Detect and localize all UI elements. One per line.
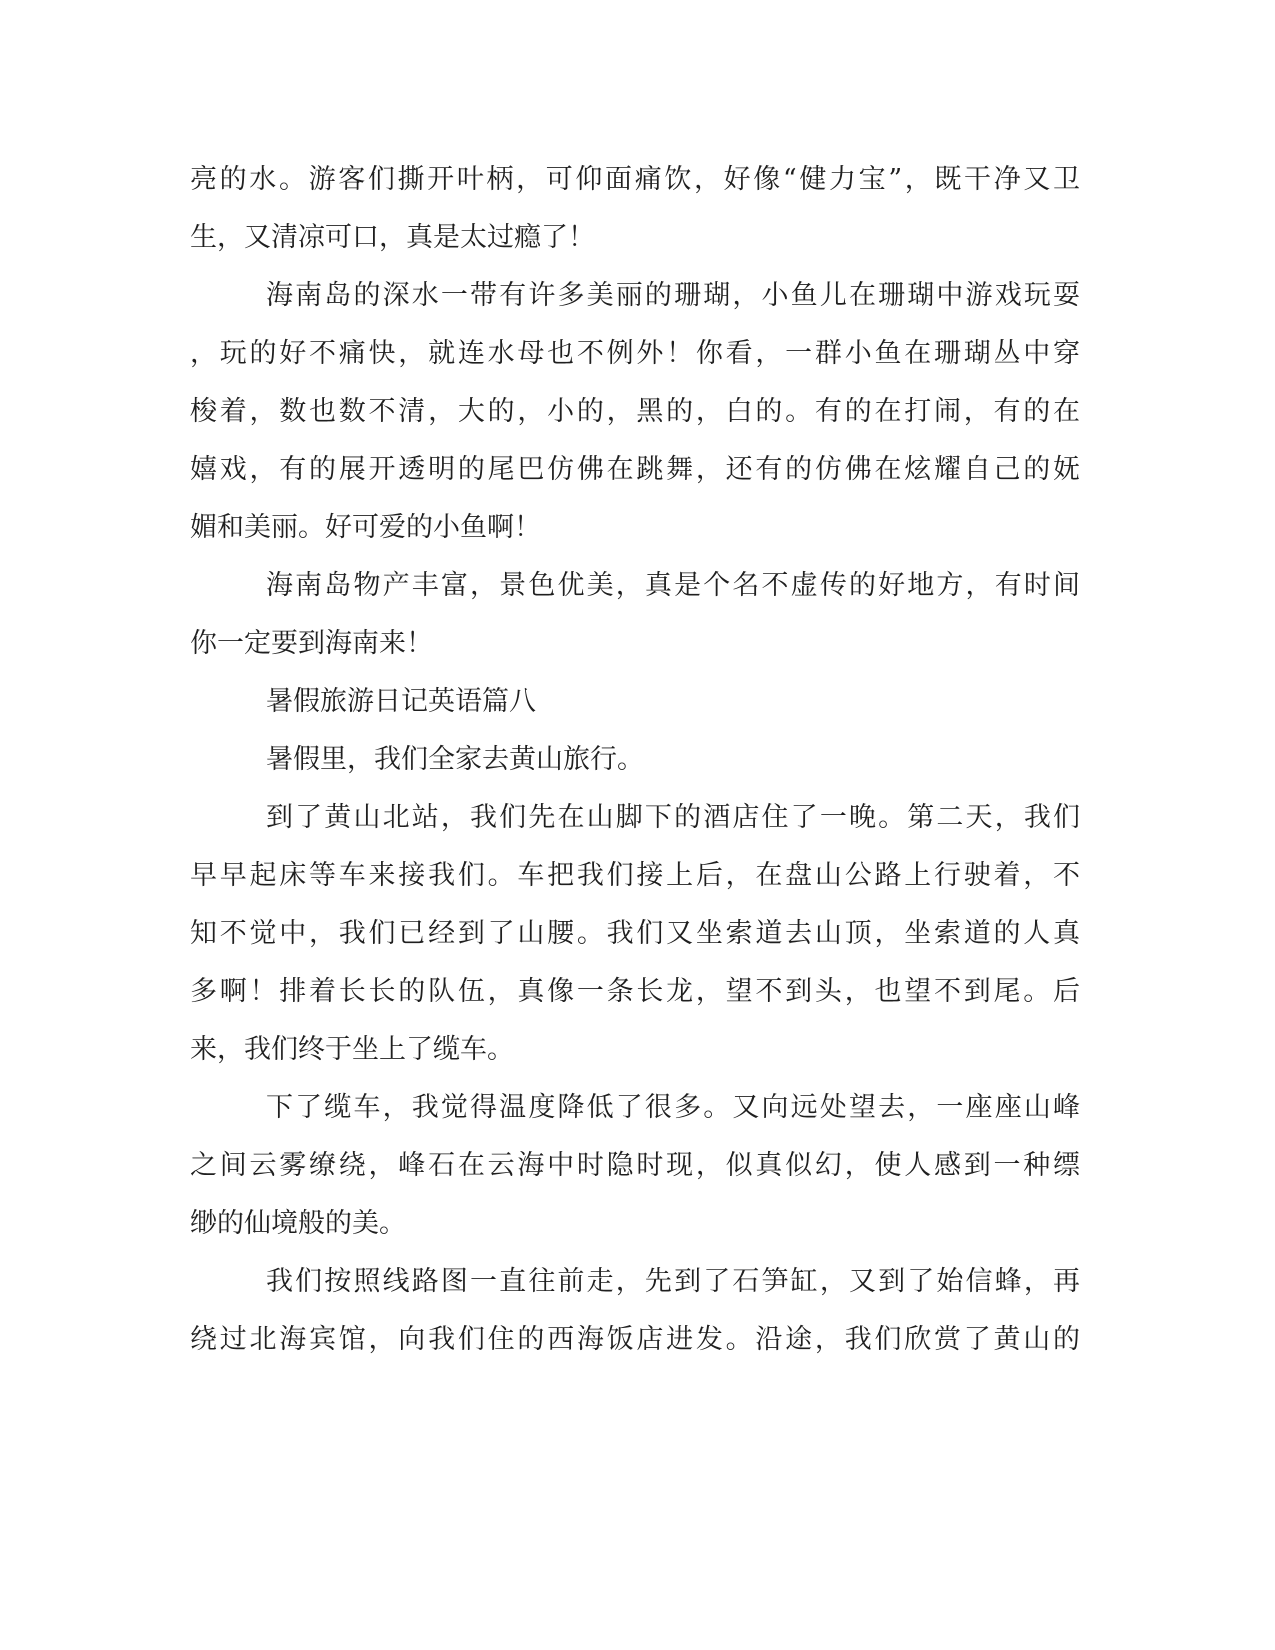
text-line: 嬉戏，有的展开透明的尾巴仿佛在跳舞，还有的仿佛在炫耀自己的妩: [190, 454, 1080, 485]
text-line: 你一定要到海南来！: [190, 628, 433, 659]
text-line: 生，又清凉可口，真是太过瘾了！: [190, 222, 595, 253]
text-line: ，玩的好不痛快，就连水母也不例外！你看，一群小鱼在珊瑚丛中穿: [190, 338, 1080, 369]
text-line: 下了缆车，我觉得温度降低了很多。又向远处望去，一座座山峰: [266, 1092, 1080, 1123]
text-line: 暑假里，我们全家去黄山旅行。: [266, 744, 644, 775]
text-line: 到了黄山北站，我们先在山脚下的酒店住了一晚。第二天，我们: [266, 802, 1080, 833]
text-line: 亮的水。游客们撕开叶柄，可仰面痛饮，好像“健力宝”，既干净又卫: [190, 164, 1080, 195]
text-line: 来，我们终于坐上了缆车。: [190, 1034, 514, 1065]
text-line: 海南岛的深水一带有许多美丽的珊瑚，小鱼儿在珊瑚中游戏玩耍: [266, 280, 1080, 311]
text-line: 缈的仙境般的美。: [190, 1208, 406, 1239]
text-line: 早早起床等车来接我们。车把我们接上后，在盘山公路上行驶着，不: [190, 860, 1080, 891]
text-line: 多啊！排着长长的队伍，真像一条长龙，望不到头，也望不到尾。后: [190, 976, 1080, 1007]
section-heading: 暑假旅游日记英语篇八: [266, 686, 536, 717]
text-line: 海南岛物产丰富，景色优美，真是个名不虚传的好地方，有时间: [266, 570, 1080, 601]
text-line: 媚和美丽。好可爱的小鱼啊！: [190, 512, 541, 543]
text-line: 我们按照线路图一直往前走，先到了石笋缸，又到了始信蜂，再: [266, 1266, 1080, 1297]
text-line: 绕过北海宾馆，向我们住的西海饭店进发。沿途，我们欣赏了黄山的: [190, 1324, 1080, 1355]
text-line: 之间云雾缭绕，峰石在云海中时隐时现，似真似幻，使人感到一种缥: [190, 1150, 1080, 1181]
text-line: 知不觉中，我们已经到了山腰。我们又坐索道去山顶，坐索道的人真: [190, 918, 1080, 949]
text-line: 梭着，数也数不清，大的，小的，黑的，白的。有的在打闹，有的在: [190, 396, 1080, 427]
